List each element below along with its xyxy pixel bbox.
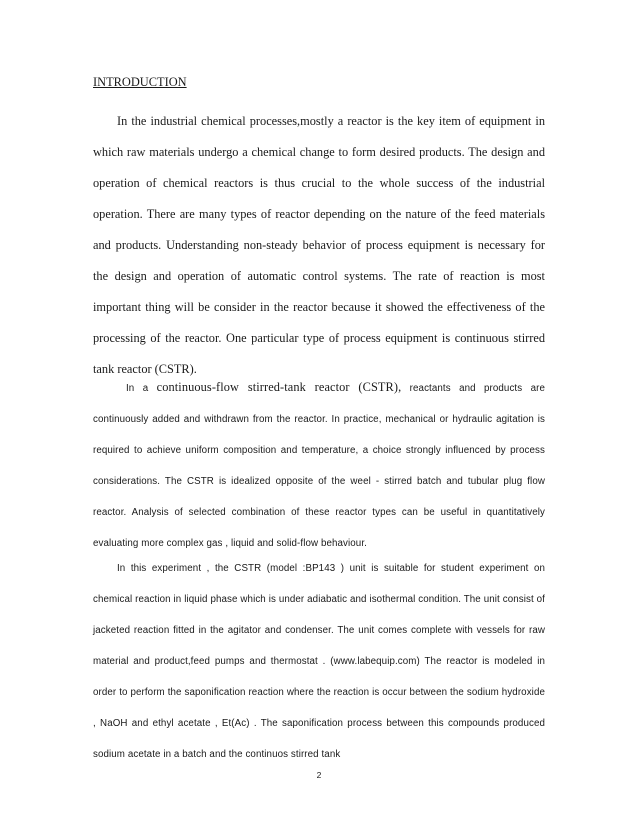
section-heading: INTRODUCTION bbox=[93, 75, 187, 89]
paragraph-experiment: In this experiment , the CSTR (model :BP143 ) unit is suitable for student experiment on chemical reaction in liquid phase which is under adiabatic and isothermal condition. The unit consist of jacketed reaction fitted in the agitator and condenser. The unit comes complete with vessels for raw material and product,feed pumps and thermostat . (www.labequip.com) The reactor is modeled in order to perform the saponification reaction where the reaction is occur between the sodium hydroxide , NaOH and ethyl acetate , Et(Ac) . The saponification process between this compounds produced sodium acetate in a batch and the continuos stirred tank bbox=[93, 563, 545, 760]
paragraph-cstr-lead: In a bbox=[126, 383, 149, 394]
page-number: 2 bbox=[316, 770, 322, 780]
paragraph-cstr-term: continuous-flow stirred-tank reactor (CSTR), bbox=[156, 380, 402, 394]
paragraph-intro: In the industrial chemical processes,mostly a reactor is the key item of equipment in which raw materials undergo a chemical change to form desired products. The design and operation of chemical reactors is thus crucial to the whole success of the industrial operation. There are many types of reactor depending on the nature of the feed materials and products. Understanding non-steady behavior of process equipment is necessary for the design and operation of automatic control systems. The rate of reaction is most important thing will be consider in the reactor because it showed the effectiveness of the processing of the reactor. One particular type of process equipment is continuous stirred tank reactor (CSTR). bbox=[93, 114, 545, 376]
paragraph-cstr-definition bbox=[93, 372, 545, 559]
paragraph-cstr-body: reactants and products are continuously added and withdrawn from the reactor. In practice, mechanical or hydraulic agitation is required to achieve uniform composition and temperature, a choice strongly influenced by process considerations. The CSTR is idealized opposite of the weel - stirred batch and tubular plug flow reactor. Analysis of selected combination of these reactor types can be useful in quantitatively evaluating more complex gas , liquid and solid-flow behaviour. bbox=[93, 383, 545, 549]
